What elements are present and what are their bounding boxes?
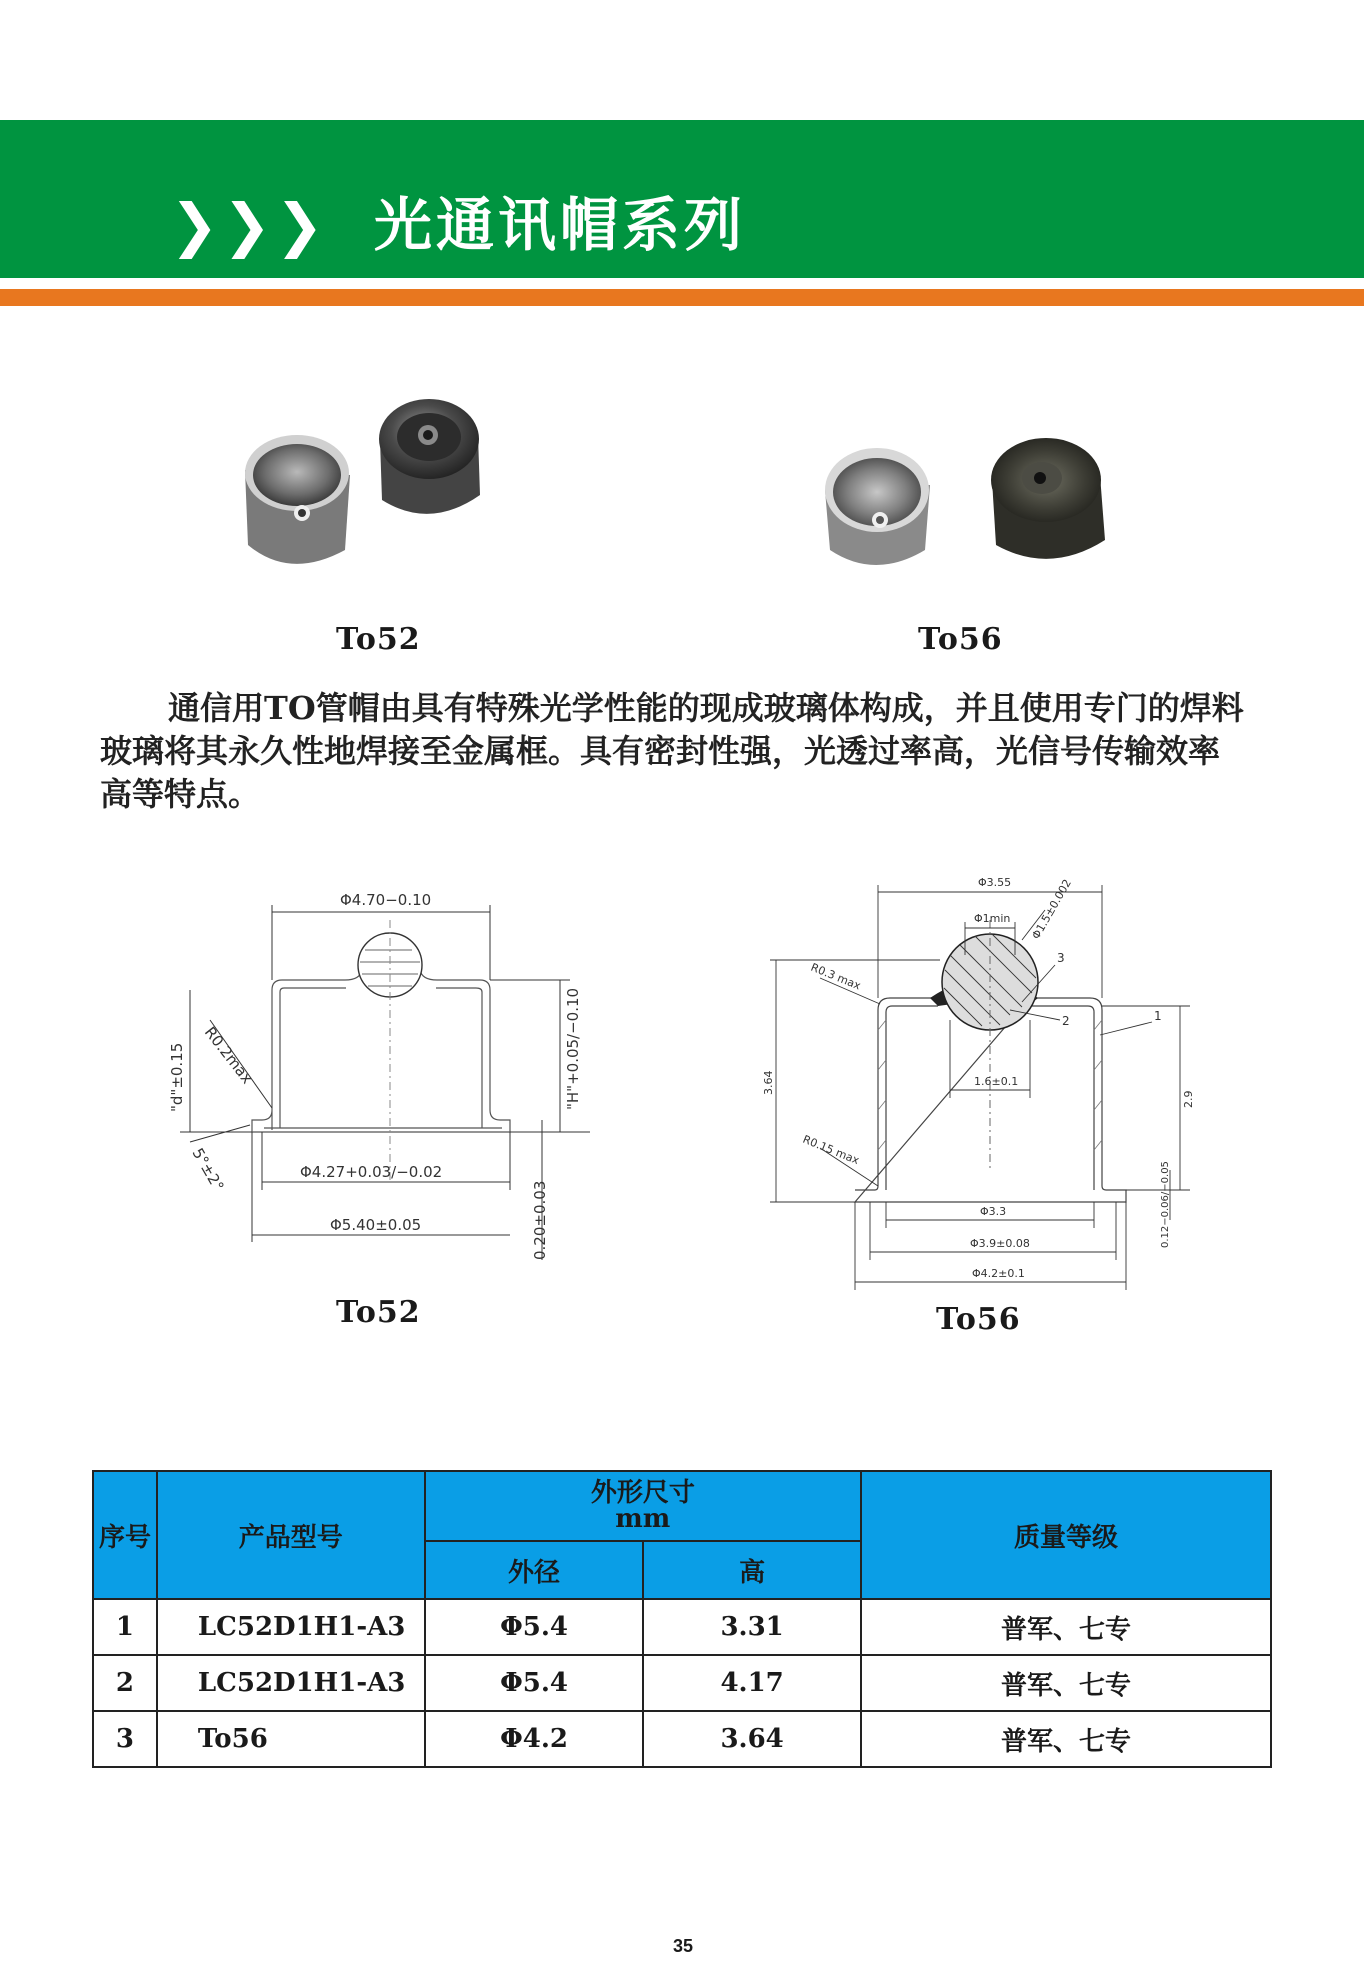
page-number: 35 (672, 1936, 694, 1956)
callout-3: 3 (1057, 951, 1065, 965)
cell-no: 1 (93, 1599, 157, 1655)
dim-angle: 5°±2° (188, 1145, 228, 1195)
cell-height: 3.31 (643, 1599, 861, 1655)
dim-r03: R0.3 max (808, 960, 863, 993)
dim-top: Φ3.55 (978, 876, 1012, 889)
dim-inner-h: 2.9 (1182, 1090, 1195, 1108)
description-paragraph: 通信用TO管帽由具有特殊光学性能的现成玻璃体构成，并且使用专门的焊料玻璃将其永久性地焊接至金属框。具有密封性强，光透过率高，光信号传输效率高等特点。 (100, 689, 1244, 813)
header-outer: 外径 (425, 1541, 644, 1599)
dim-16: 1.6±0.1 (974, 1075, 1019, 1088)
cell-model: LC52D1H1-A3 (157, 1599, 425, 1655)
to52-drawing (150, 880, 610, 1270)
accent-bar (0, 289, 1364, 306)
table-row (93, 1711, 1271, 1767)
cell-grade: 普军、七专 (861, 1711, 1271, 1767)
to56-photo-label: To56 (918, 622, 1003, 657)
page-title (170, 190, 746, 260)
to56-photo (820, 430, 1120, 590)
header-no: 序号 (93, 1471, 157, 1599)
cell-height: 3.64 (643, 1711, 861, 1767)
cell-grade: 普军、七专 (861, 1655, 1271, 1711)
header-unit: mm (615, 1504, 671, 1534)
cap-closed (991, 438, 1105, 559)
dim-height: "H"+0.05/−0.10 (564, 987, 582, 1110)
header-grade: 质量等级 (861, 1471, 1271, 1599)
cell-outer: Φ5.4 (425, 1655, 644, 1711)
cell-grade: 普军、七专 (861, 1599, 1271, 1655)
cap-open (825, 448, 930, 565)
table-row (93, 1655, 1271, 1711)
cap-closed (379, 399, 480, 514)
dim-flange: 0.12−0.06/−0.05 (1160, 1161, 1171, 1248)
table-row (93, 1599, 1271, 1655)
callout-1: 1 (1154, 1009, 1162, 1023)
to56-drawing (760, 870, 1200, 1300)
dim-ball: Φ1.5±0.002 (1029, 877, 1075, 942)
page-title-text: 光通讯帽系列 (374, 191, 747, 259)
cell-model: LC52D1H1-A3 (157, 1655, 425, 1711)
to56-drawing-label: To56 (936, 1302, 1021, 1337)
dim-flange: 0.20±0.03 (531, 1180, 549, 1260)
dim-radius: R0.2max (200, 1023, 257, 1088)
header-dims (425, 1471, 861, 1541)
callout-2: 2 (1062, 1014, 1070, 1028)
to52-drawing-label: To52 (336, 1295, 421, 1330)
dim-42: Φ4.2±0.1 (972, 1267, 1025, 1280)
to52-photo-label: To52 (336, 622, 421, 657)
cell-no: 3 (93, 1711, 157, 1767)
cell-height: 4.17 (643, 1655, 861, 1711)
cell-model: To56 (157, 1711, 425, 1767)
cap-open (245, 435, 350, 564)
spec-table (92, 1470, 1272, 1768)
chevrons-icon: ❯❯❯ (170, 191, 328, 259)
cell-outer: Φ4.2 (425, 1711, 644, 1767)
dim-height: 3.64 (762, 1070, 775, 1095)
dim-min: Φ1min (974, 912, 1011, 925)
cell-outer: Φ5.4 (425, 1599, 644, 1655)
dim-33: Φ3.3 (980, 1205, 1007, 1218)
cell-no: 2 (93, 1655, 157, 1711)
header-dims-label: 外形尺寸 (590, 1478, 695, 1508)
dim-outer: Φ5.40±0.05 (330, 1216, 422, 1234)
dim-39: Φ3.9±0.08 (970, 1237, 1030, 1250)
dim-top: Φ4.70−0.10 (340, 891, 432, 909)
to52-photo (230, 395, 500, 595)
header-height: 高 (643, 1541, 861, 1599)
dim-d: "d"±0.15 (168, 1042, 186, 1112)
header-model: 产品型号 (157, 1471, 425, 1599)
dim-r015: R0.15 max (800, 1132, 862, 1168)
dim-inner: Φ4.27+0.03/−0.02 (300, 1163, 443, 1181)
